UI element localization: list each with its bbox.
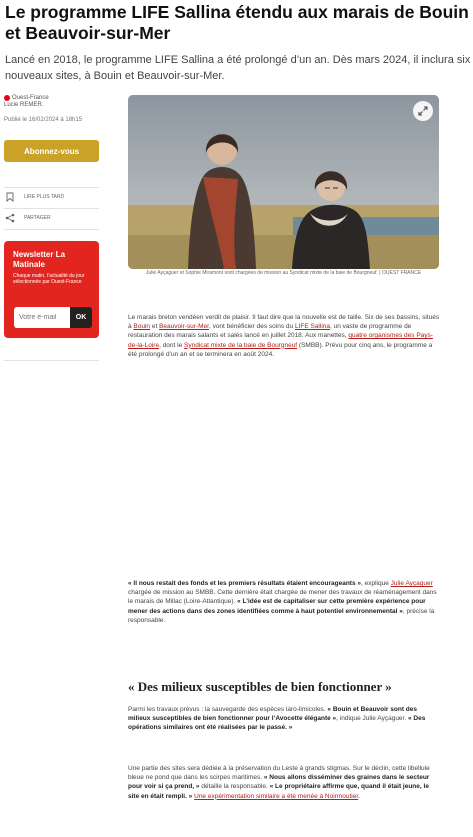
quote: « L’idée est de capitaliser sur cette première expérience pour mener des actions dans des zones identifiées comme à haut potentiel environnemental » — [128, 598, 426, 615]
newsletter-form — [14, 307, 92, 328]
sidebar-divider — [4, 187, 99, 188]
body-text: , un vaste de programme de restauration des marais salants et salés lancé en juillet 2018. Aux manettes, — [128, 323, 412, 340]
link-beauvoir-sur-mer[interactable]: Beauvoir-sur-Mer — [159, 323, 209, 331]
article-lede: Lancé en 2018, le programme LIFE Sallina a été prolongé d’un an. Dès mars 2024, il inclura six nouveaux sites, à Bouin et Beauvoir-sur-Mer. — [5, 54, 471, 82]
share-button[interactable] — [4, 212, 99, 224]
body-text: (SMBB). Prévu pour cinq ans, le programme a été prolongé d’un an et se terminera en août 2024. — [128, 341, 433, 358]
sidebar-divider — [4, 229, 99, 230]
body-text: , vont bénéficier des soins du — [208, 323, 295, 331]
author-name: Lucie REMER. — [4, 102, 44, 108]
quote: « Bouin et Beauvoir sont des milieux susceptibles de bien fonctionner pour l’Avocette élégante » — [128, 706, 417, 723]
ouest-france-logo-icon — [4, 95, 10, 101]
link-julie-aycaguer[interactable]: Julie Ayçaguer — [390, 580, 433, 587]
sidebar-divider — [4, 360, 99, 361]
body-text: . — [358, 792, 360, 800]
link-life-sallina[interactable]: LIFE Sallina — [294, 323, 330, 331]
newsletter-title: Newsletter La Matinale — [13, 250, 66, 269]
expand-image-button[interactable] — [413, 101, 433, 121]
body-paragraph-4 — [128, 764, 441, 801]
email-input[interactable] — [14, 307, 70, 328]
bookmark-icon — [4, 191, 16, 203]
publish-date: Publié le 16/02/2024 à 18h15 — [4, 117, 83, 123]
quote: « Nous allons disséminer des graines dans le secteur pour voir si ça prend, » — [128, 774, 430, 791]
photo-caption: Julie Ayçaguer et Sophie Miramont sont chargées de mission au Syndicat mixte de la baie de Bourgneuf. | OUEST FRANCE — [145, 270, 422, 276]
source-name[interactable]: Ouest-France — [12, 95, 49, 101]
article-sidebar — [4, 95, 100, 162]
body-text: Parmi les travaux prévus : la sauvegarde des espèces laro-limicoles. — [128, 706, 328, 713]
link-noirmoutier[interactable]: Une expérimentation similaire a été menée à Noirmoutier — [194, 792, 359, 800]
link-organismes[interactable]: quatre organismes des Pays-de-la-Loire — [128, 332, 433, 349]
read-later-button[interactable] — [4, 191, 99, 203]
sidebar-divider — [4, 208, 99, 209]
read-later-label: LIRE PLUS TARD — [24, 194, 65, 200]
quote: « Le propriétaire affirme que, quand il était jeune, le site en était rempli. » — [128, 783, 429, 800]
body-text: , dont le — [159, 341, 185, 349]
body-text: , explique — [361, 580, 391, 587]
body-paragraph-2 — [128, 579, 441, 625]
subscribe-button[interactable]: Abonnez-vous — [4, 140, 99, 162]
section-subheading: « Des milieux susceptibles de bien fonctionner » — [128, 679, 392, 694]
share-label: PARTAGER — [24, 215, 51, 221]
body-paragraph-3 — [128, 705, 441, 733]
body-text: , précise la responsable. — [128, 607, 435, 624]
photo-illustration — [128, 95, 439, 269]
body-text: et — [150, 323, 160, 331]
newsletter-ok-button[interactable]: OK — [70, 307, 92, 328]
newsletter-signup — [4, 241, 99, 338]
quote: « Des opérations similaires ont été réalisées par le passé. » — [128, 715, 426, 732]
body-paragraph-1 — [128, 313, 441, 359]
body-text: , indique Julie Ayçaguer. — [336, 715, 408, 723]
share-icon — [4, 212, 16, 224]
link-bouin[interactable]: Bouin — [133, 323, 151, 331]
body-text: chargée de mission au SMBB. Cette dernière était chargée de mener des travaux de réaménagement dans le marais de Millac (Loire-Atlantique). — [128, 589, 437, 606]
expand-icon — [418, 106, 428, 116]
article-photo[interactable] — [128, 95, 439, 269]
body-text: Une partie des sites sera dédiée à la préservation du Leste à grands stigmas. Sur le déclin, cette libellule bleue ne pond que dans les scirpes maritimes. — [128, 765, 430, 782]
quote: « Il nous restait des fonds et les premiers résultats étaient encourageants » — [128, 580, 361, 587]
body-text: détaille la responsable. — [199, 783, 270, 791]
body-text: Le marais breton vendéen verdit de plaisir. Il faut dire que la nouvelle est de taille. Six de ses bassins, situés à — [128, 314, 440, 331]
source-line — [4, 95, 100, 101]
newsletter-description: Chaque matin, l’actualité du jour sélectionnée par Ouest-France — [13, 273, 85, 285]
link-smbb[interactable]: Syndicat mixte de la baie de Bourgneuf — [184, 341, 298, 349]
article-headline: Le programme LIFE Sallina étendu aux marais de Bouin et Beauvoir-sur-Mer — [5, 2, 469, 43]
